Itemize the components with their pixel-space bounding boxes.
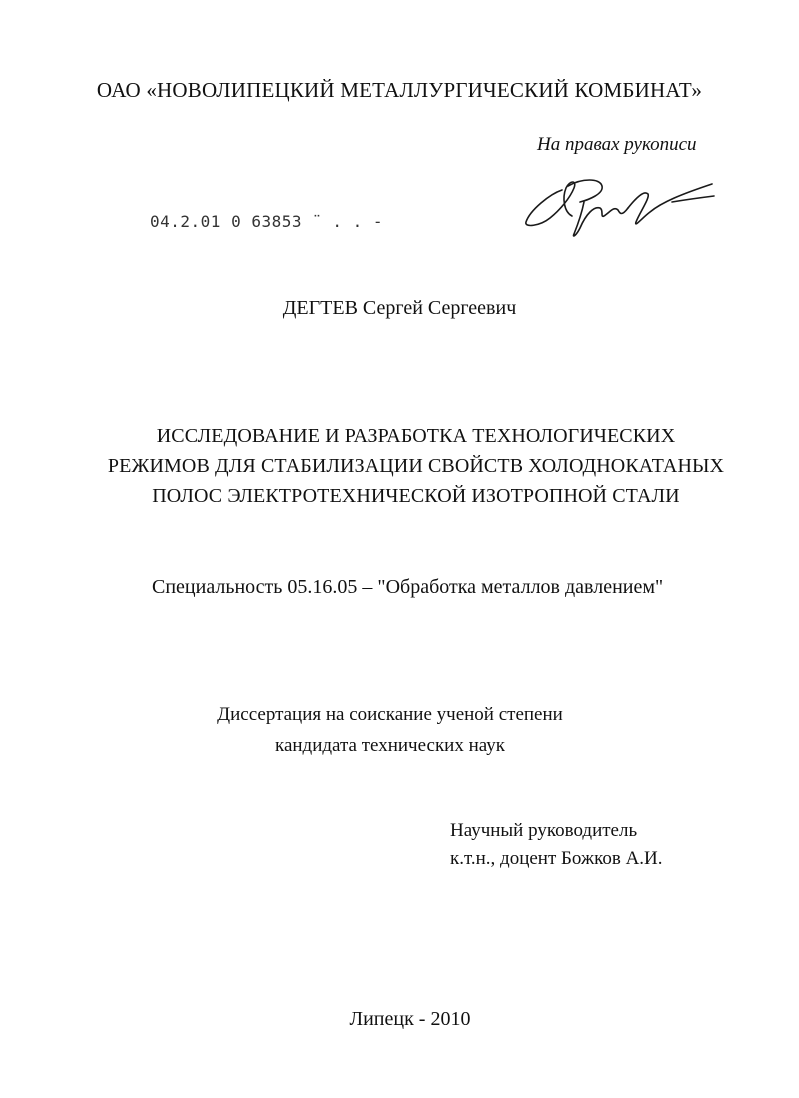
advisor-label: Научный руководитель: [450, 820, 638, 841]
handwritten-signature: [522, 172, 722, 242]
city-year: Липецк - 2010: [349, 1008, 471, 1030]
author-name: ДЕГТЕВ Сергей Сергеевич: [282, 297, 517, 319]
thesis-title-line-2: РЕЖИМОВ ДЛЯ СТАБИЛИЗАЦИИ СВОЙСТВ ХОЛОДНОКАТАНЫХ: [107, 455, 725, 477]
dissertation-degree-line-1: Диссертация на соискание ученой степени: [217, 704, 563, 725]
specialty-line: Специальность 05.16.05 – "Обработка металлов давлением": [152, 576, 664, 598]
rights-note: На правах рукописи: [537, 134, 697, 155]
registration-stamp: 04.2.01 0 63853 ¨ . . -: [150, 212, 384, 231]
organization-name: ОАО «НОВОЛИПЕЦКИЙ МЕТАЛЛУРГИЧЕСКИЙ КОМБИНАТ»: [96, 78, 703, 102]
thesis-title-line-1: ИССЛЕДОВАНИЕ И РАЗРАБОТКА ТЕХНОЛОГИЧЕСКИХ: [156, 425, 676, 447]
thesis-title-line-3: ПОЛОС ЭЛЕКТРОТЕХНИЧЕСКОЙ ИЗОТРОПНОЙ СТАЛИ: [152, 485, 680, 507]
dissertation-degree-line-2: кандидата технических наук: [275, 735, 505, 756]
advisor-name: к.т.н., доцент Божков А.И.: [450, 848, 663, 869]
